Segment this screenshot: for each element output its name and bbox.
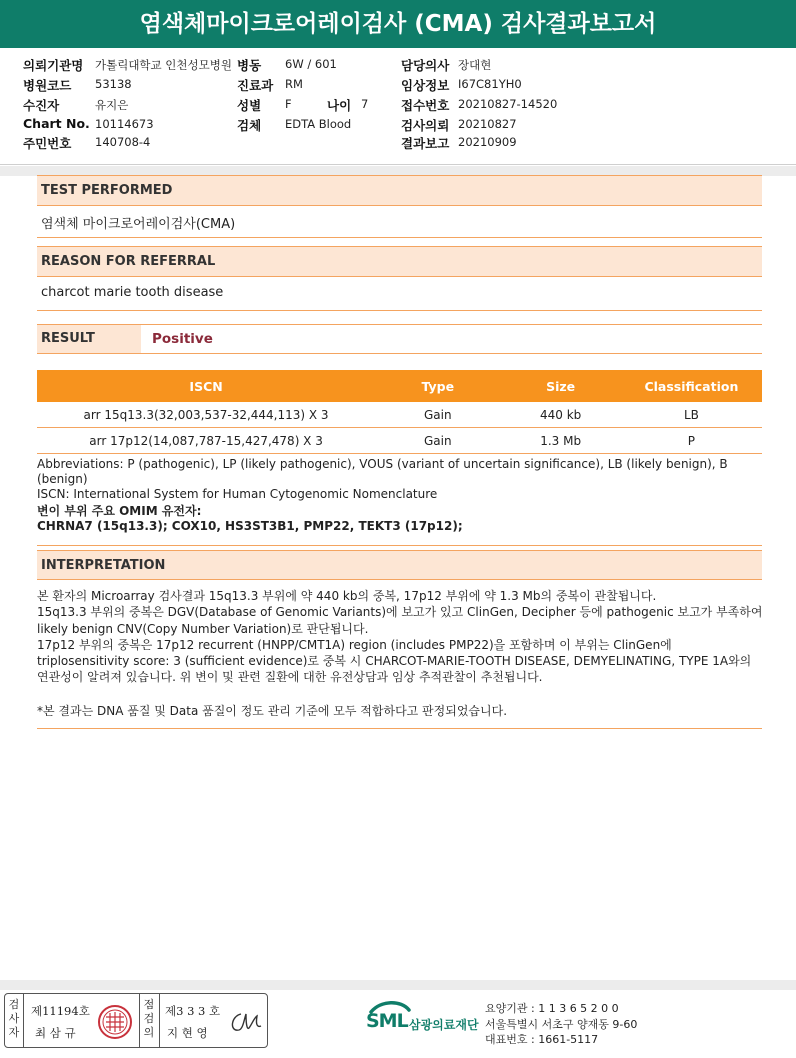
signature-divider: [23, 994, 24, 1047]
header-label: 검체: [237, 118, 262, 133]
sml-logo-text: SML: [366, 1010, 408, 1032]
approver-label-char: 의: [143, 1026, 155, 1039]
omim-gene-list: CHRNA7 (15q13.3); COX10, HS3ST3B1, PMP22, TEKT3 (17p12);: [37, 519, 463, 533]
tester-name: 최 삼 규: [35, 1026, 76, 1040]
header-label: 접수번호: [401, 98, 450, 113]
table-row: [37, 402, 762, 428]
report-title: 염색체마이크로어레이검사 (CMA) 검사결과보고서: [0, 0, 796, 48]
header-label: 진료과: [237, 78, 274, 93]
header-value: 10114673: [95, 117, 154, 131]
signature-box: [4, 993, 268, 1048]
interpretation-heading: INTERPRETATION: [37, 550, 762, 580]
tester-label-char: 사: [8, 1012, 20, 1025]
header-label: Chart No.: [23, 116, 90, 131]
header-value: 20210827-14520: [458, 97, 558, 111]
org-info-line: 대표번호 : 1661-5117: [485, 1033, 599, 1046]
header-value: 7: [361, 97, 369, 111]
header-value: I67C81YH0: [458, 77, 522, 91]
approver-label-char: 점: [143, 998, 155, 1011]
header-label: 임상정보: [401, 78, 450, 93]
cell-size: 440 kb: [500, 402, 620, 428]
org-info: [485, 1001, 637, 1048]
test-performed-heading: TEST PERFORMED: [37, 175, 762, 206]
org-info-line: 요양기관 : 1 1 3 6 5 2 0 0: [485, 1002, 619, 1015]
test-performed-value: 염색체 마이크로어레이검사(CMA): [41, 217, 236, 232]
omim-title: 변이 부위 주요 OMIM 유전자:: [37, 504, 202, 518]
header-label: 결과보고: [401, 136, 450, 151]
abbreviation-line: Abbreviations: P (pathogenic), LP (likely pathogenic), VOUS (variant of uncertain significance), LB (likely benign), B (benign): [37, 457, 728, 486]
header-label: 나이: [327, 98, 352, 113]
cell-iscn: arr 17p12(14,087,787-15,427,478) X 3: [37, 428, 375, 454]
approver-license: 제3 3 3 호: [165, 1004, 221, 1018]
interpretation-paragraph: 15q13.3 부위의 중복은 DGV(Database of Genomic Variants)에 보고가 있고 ClinGen, Decipher 등에 pathogenic 보고가 부족하여 likely benign CNV(Copy Number Variation)로 판단됩니다.: [37, 605, 763, 636]
header-label: 주민번호: [23, 136, 72, 151]
signature-divider: [139, 994, 140, 1047]
header-value: 장대현: [458, 58, 492, 72]
approver-name: 지 현 영: [167, 1026, 208, 1040]
header-label: 병동: [237, 58, 262, 73]
abbreviation-line: ISCN: International System for Human Cytogenomic Nomenclature: [37, 487, 438, 501]
abbreviations: [37, 457, 767, 502]
reason-heading: REASON FOR REFERRAL: [37, 246, 762, 277]
column-header-size: Size: [500, 370, 620, 402]
table-row: [37, 428, 762, 454]
header-label: 검사의뢰: [401, 118, 450, 133]
header-value: 20210909: [458, 135, 517, 149]
header-value: F: [285, 97, 292, 111]
tester-label: [7, 998, 21, 1040]
tester-seal-icon: [95, 1002, 135, 1042]
header-value: 유지은: [95, 98, 129, 112]
interpretation-paragraph: 17p12 부위의 중복은 17p12 recurrent (HNPP/CMT1A) region (includes PMP22)을 포함하며 이 부위는 ClinGen에 triplosensitivity score: 3 (sufficient evidence)로 중복 시 CHARCOT-MARIE-TOOTH DISEASE, DEMYELINATING, TYPE 1A와의 연관성이 알려져 있습니다. 위 변이 및 관련 질환에 대한 유전상담과 임상 추적관찰이 추천됩니다.: [37, 637, 752, 685]
approver-label-char: 검: [143, 1012, 155, 1025]
quality-note: *본 결과는 DNA 품질 및 Data 품질이 정도 관리 기준에 모두 적합하다고 판정되었습니다.: [37, 704, 508, 718]
interpretation-text: [37, 588, 765, 686]
cell-type: Gain: [375, 402, 500, 428]
cell-type: Gain: [375, 428, 500, 454]
header-value: 가톨릭대학교 인천성모병원: [95, 58, 232, 72]
interpretation-paragraph: 본 환자의 Microarray 검사결과 15q13.3 부위에 약 440 kb의 중복, 17p12 부위에 약 1.3 Mb의 중복이 관찰됩니다.: [37, 589, 657, 603]
column-header-classification: Classification: [621, 370, 762, 402]
header-value: 53138: [95, 77, 132, 91]
result-value: Positive: [152, 331, 213, 347]
header-label: 의뢰기관명: [23, 58, 84, 73]
section-divider: [37, 728, 762, 729]
header-label: 수진자: [23, 98, 60, 113]
column-header-iscn: ISCN: [37, 370, 375, 402]
section-divider: [37, 310, 762, 311]
signature-divider: [159, 994, 160, 1047]
section-divider: [37, 237, 762, 238]
approver-signature-icon: [227, 1006, 265, 1038]
header-label: 성별: [237, 98, 262, 113]
reason-value: charcot marie tooth disease: [41, 285, 224, 300]
tester-label-char: 자: [8, 1026, 20, 1039]
approver-label: [142, 998, 156, 1040]
tester-license: 제11194호: [31, 1004, 90, 1018]
cell-iscn: arr 15q13.3(32,003,537-32,444,113) X 3: [37, 402, 375, 428]
cnv-table: [37, 370, 762, 454]
cell-classification: P: [621, 428, 762, 454]
omim-genes: [37, 504, 767, 534]
org-name: 삼광의료재단: [409, 1018, 479, 1032]
header-value: EDTA Blood: [285, 117, 352, 131]
section-divider: [37, 545, 762, 546]
patient-header: [0, 48, 796, 165]
tester-label-char: 검: [8, 998, 20, 1011]
bottom-divider-band: [0, 980, 796, 990]
table-header-row: [37, 370, 762, 402]
header-value: 140708-4: [95, 135, 151, 149]
column-header-type: Type: [375, 370, 500, 402]
result-label: RESULT: [37, 325, 141, 353]
cell-classification: LB: [621, 402, 762, 428]
result-row: [37, 324, 762, 354]
header-value: RM: [285, 77, 303, 91]
header-label: 담당의사: [401, 58, 450, 73]
header-value: 20210827: [458, 117, 517, 131]
cell-size: 1.3 Mb: [500, 428, 620, 454]
org-info-line: 서울특별시 서초구 양재동 9-60: [485, 1017, 638, 1031]
header-value: 6W / 601: [285, 57, 337, 71]
header-label: 병원코드: [23, 78, 72, 93]
